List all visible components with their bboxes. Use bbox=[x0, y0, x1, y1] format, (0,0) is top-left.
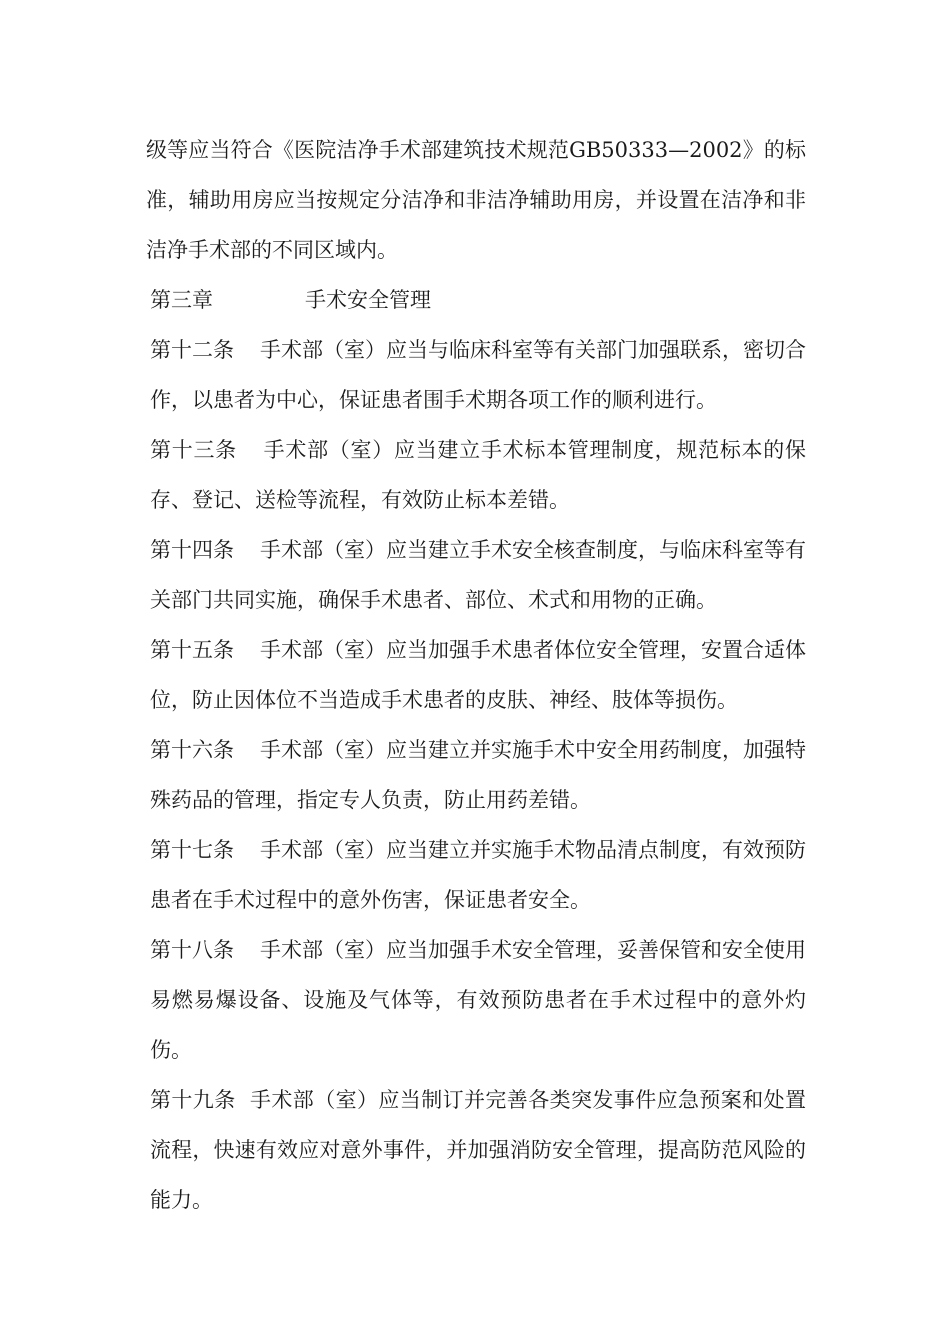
article-text: 手术部（室）应当与临床科室等有关部门加强联系，密切合作，以患者为中心，保证患者围手术期各项工作的顺利进行。 bbox=[150, 338, 806, 412]
chapter-heading bbox=[146, 275, 806, 325]
article-number: 第十九条 bbox=[150, 1088, 236, 1112]
article-14 bbox=[146, 525, 806, 625]
document-body bbox=[146, 125, 806, 1225]
article-number: 第十八条 bbox=[150, 938, 234, 962]
article-text: 手术部（室）应当加强手术安全管理，妥善保管和安全使用易燃易爆设备、设施及气体等，有效预防患者在手术过程中的意外灼伤。 bbox=[150, 938, 806, 1062]
article-15 bbox=[146, 625, 806, 725]
article-17 bbox=[146, 825, 806, 925]
article-number: 第十三条 bbox=[150, 438, 237, 462]
article-12 bbox=[146, 325, 806, 425]
article-number: 第十五条 bbox=[150, 638, 234, 662]
chapter-title: 手术安全管理 bbox=[305, 288, 431, 312]
article-13 bbox=[146, 425, 806, 525]
article-text: 手术部（室）应当建立并实施手术中安全用药制度，加强特殊药品的管理，指定专人负责，防止用药差错。 bbox=[150, 738, 806, 812]
article-19 bbox=[146, 1075, 806, 1225]
article-text: 手术部（室）应当建立并实施手术物品清点制度，有效预防患者在手术过程中的意外伤害，保证患者安全。 bbox=[150, 838, 806, 912]
article-number: 第十二条 bbox=[150, 338, 234, 362]
article-number: 第十七条 bbox=[150, 838, 234, 862]
intro-paragraph: 级等应当符合《医院洁净手术部建筑技术规范GB50333—2002》的标准，辅助用房应当按规定分洁净和非洁净辅助用房，并设置在洁净和非洁净手术部的不同区域内。 bbox=[146, 138, 806, 262]
chapter-number: 第三章 bbox=[150, 288, 213, 312]
article-text: 手术部（室）应当建立手术标本管理制度，规范标本的保存、登记、送检等流程，有效防止标本差错。 bbox=[150, 438, 807, 512]
article-number: 第十四条 bbox=[150, 538, 234, 562]
article-text: 手术部（室）应当建立手术安全核查制度，与临床科室等有关部门共同实施，确保手术患者、部位、术式和用物的正确。 bbox=[150, 538, 806, 612]
article-text: 手术部（室）应当制订并完善各类突发事件应急预案和处置流程，快速有效应对意外事件，并加强消防安全管理，提高防范风险的能力。 bbox=[150, 1088, 807, 1212]
article-18 bbox=[146, 925, 806, 1075]
article-16 bbox=[146, 725, 806, 825]
article-number: 第十六条 bbox=[150, 738, 234, 762]
article-text: 手术部（室）应当加强手术患者体位安全管理，安置合适体位，防止因体位不当造成手术患者的皮肤、神经、肢体等损伤。 bbox=[150, 638, 806, 712]
